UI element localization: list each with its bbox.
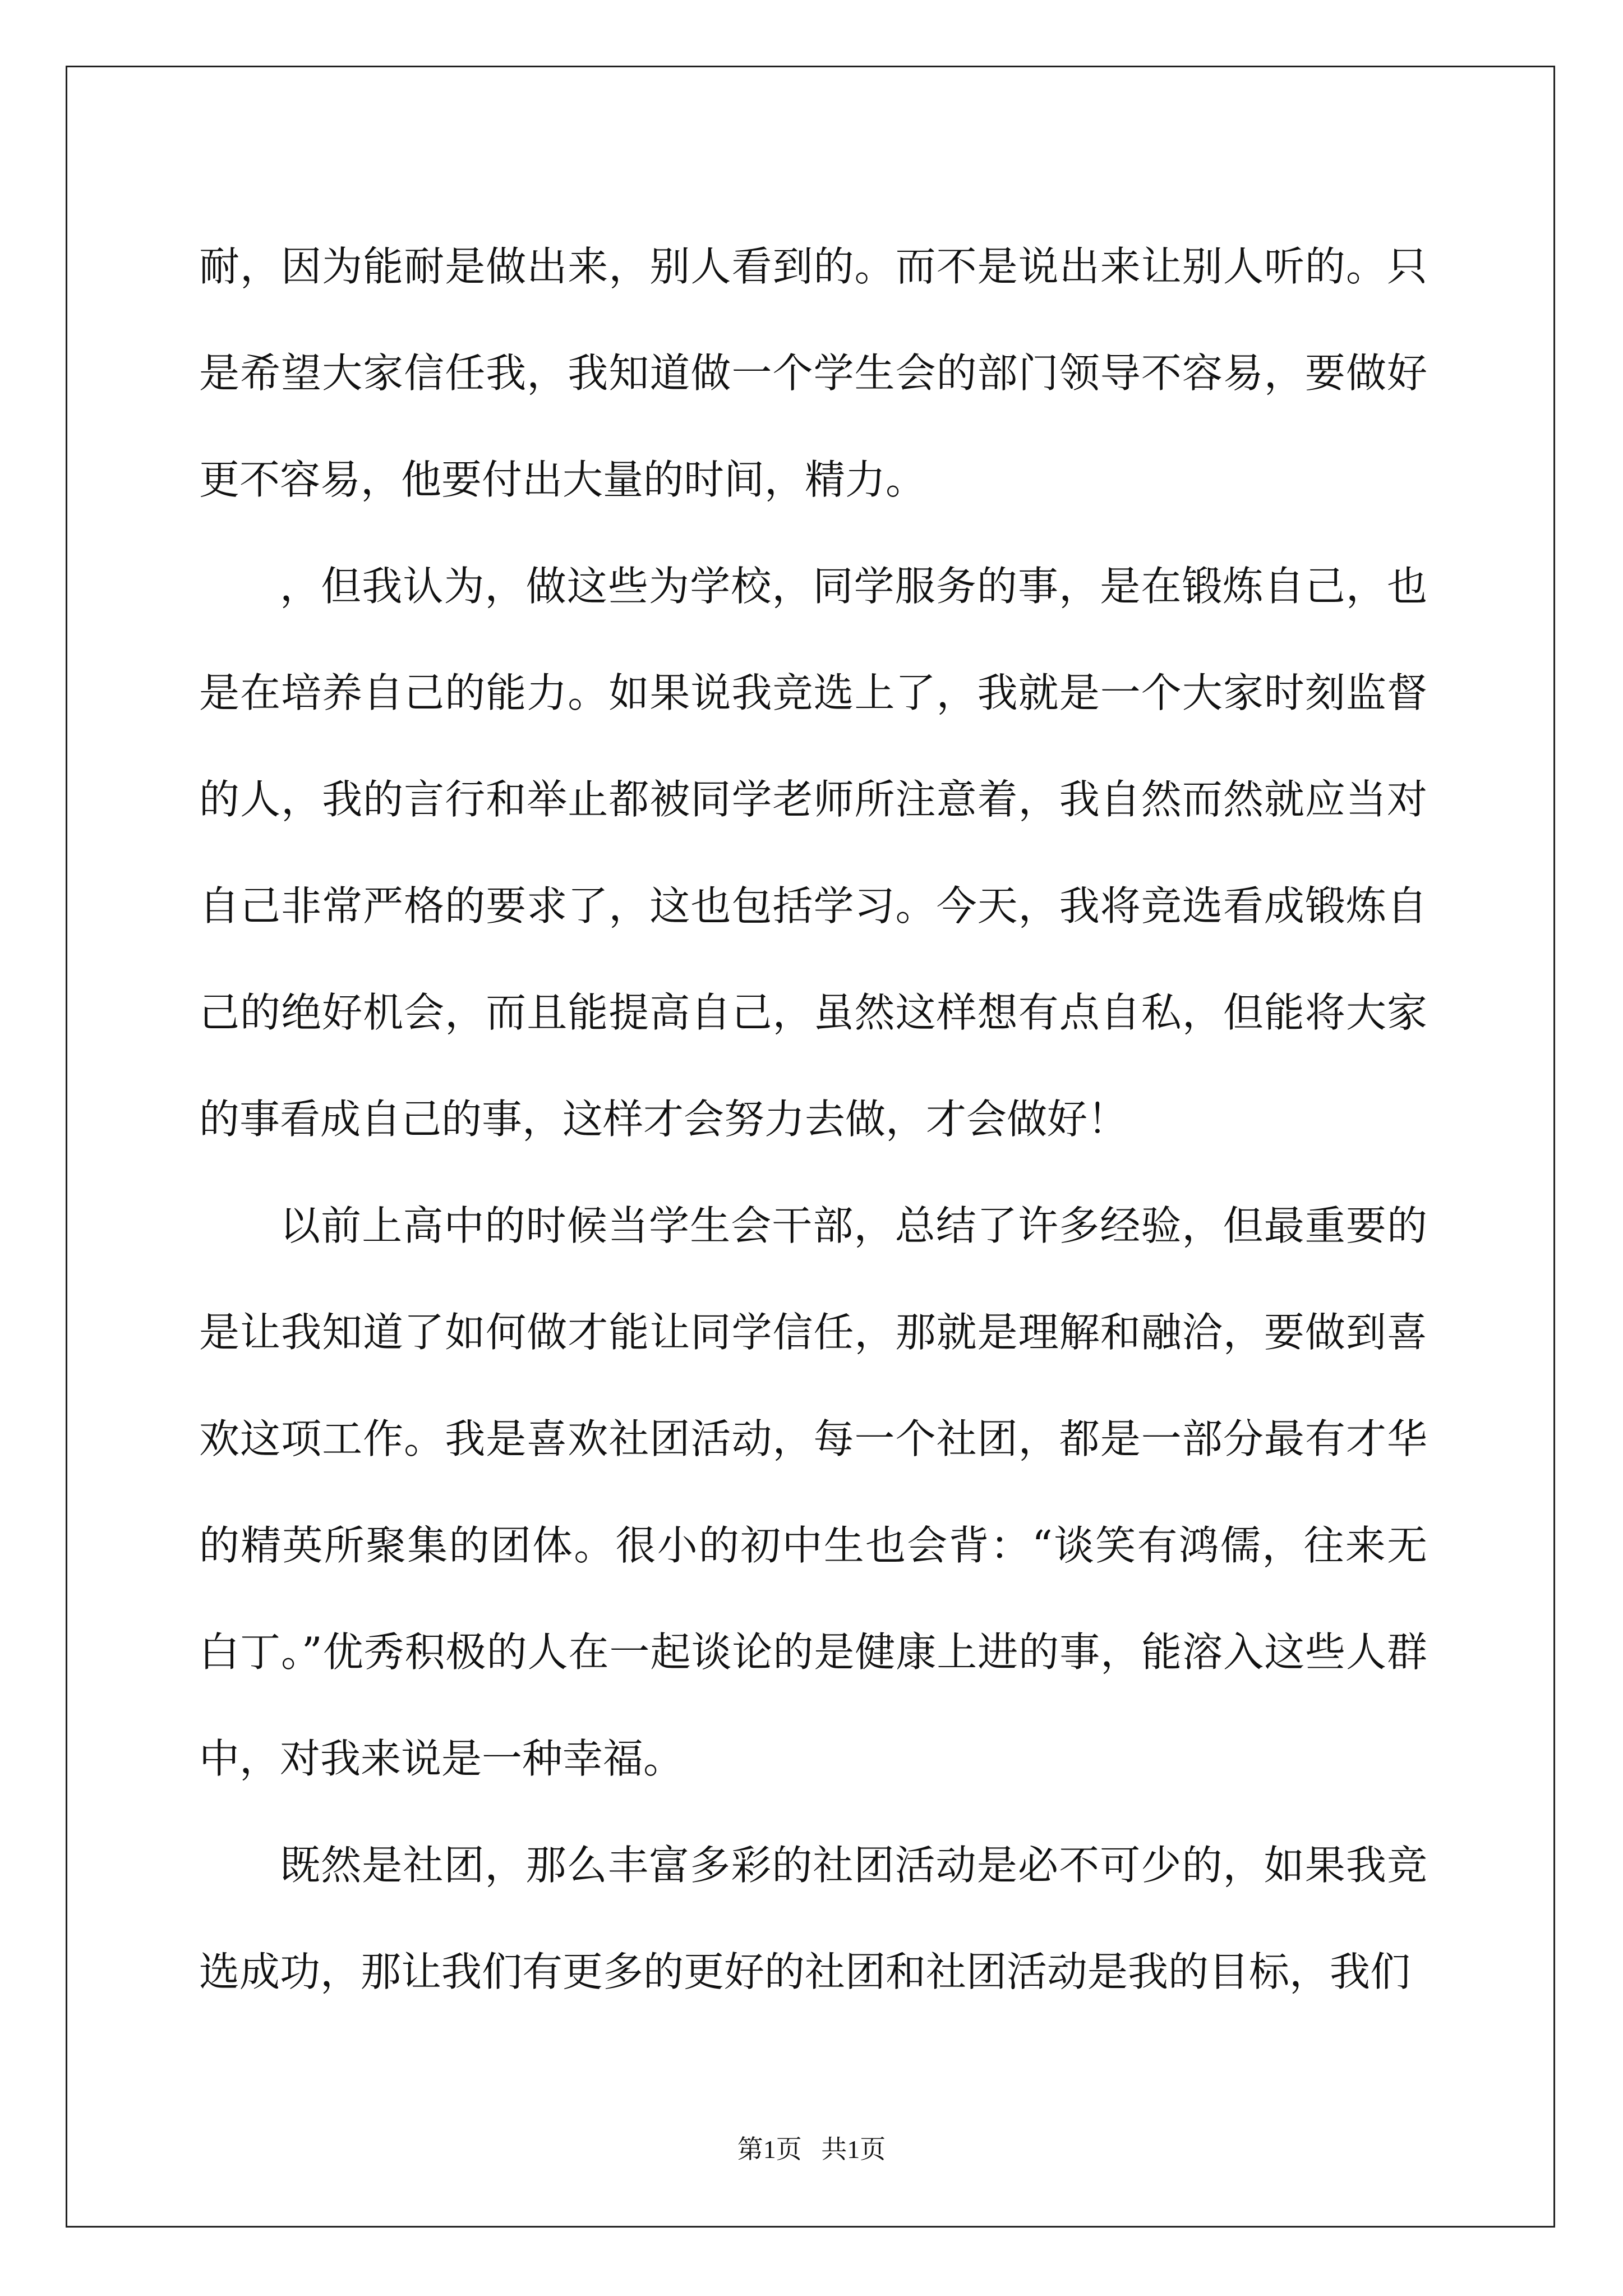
paragraph-1: 耐，因为能耐是做出来，别人看到的。而不是说出来让别人听的。只是希望大家信任我，我知道做一个学生会的部门领导不容易，要做好更不容易，他要付出大量的时间，精力。	[199, 243, 1427, 503]
paragraph-3: 以前上高中的时候当学生会干部，总结了许多经验，但最重要的是让我知道了如何做才能让同学信任，那就是理解和融洽，要做到喜欢这项工作。我是喜欢社团活动，每一个社团，都是一部分最有才华的精英所聚集的团体。很小的初中生也会背：“谈笑有鸿儒，往来无白丁。”优秀积极的人在一起谈论的是健康上进的事，能溶入这些人群中，对我来说是一种幸福。	[199, 1202, 1427, 1782]
document-body	[199, 213, 1427, 2025]
paragraph-4: 既然是社团，那么丰富多彩的社团活动是必不可少的，如果我竞选成功，那让我们有更多的更好的社团和社团活动是我的目标，我们	[199, 1842, 1427, 1995]
page-footer: 第1页 共1页	[737, 2135, 886, 2164]
paragraph-2: ，但我认为，做这些为学校，同学服务的事，是在锻炼自己，也是在培养自己的能力。如果说我竞选上了，我就是一个大家时刻监督的人，我的言行和举止都被同学老师所注意着，我自然而然就应当对自己非常严格的要求了，这也包括学习。今天，我将竞选看成锻炼自己的绝好机会，而且能提高自己，虽然这样想有点自私，但能将大家的事看成自己的事，这样才会努力去做，才会做好！	[199, 563, 1427, 1143]
